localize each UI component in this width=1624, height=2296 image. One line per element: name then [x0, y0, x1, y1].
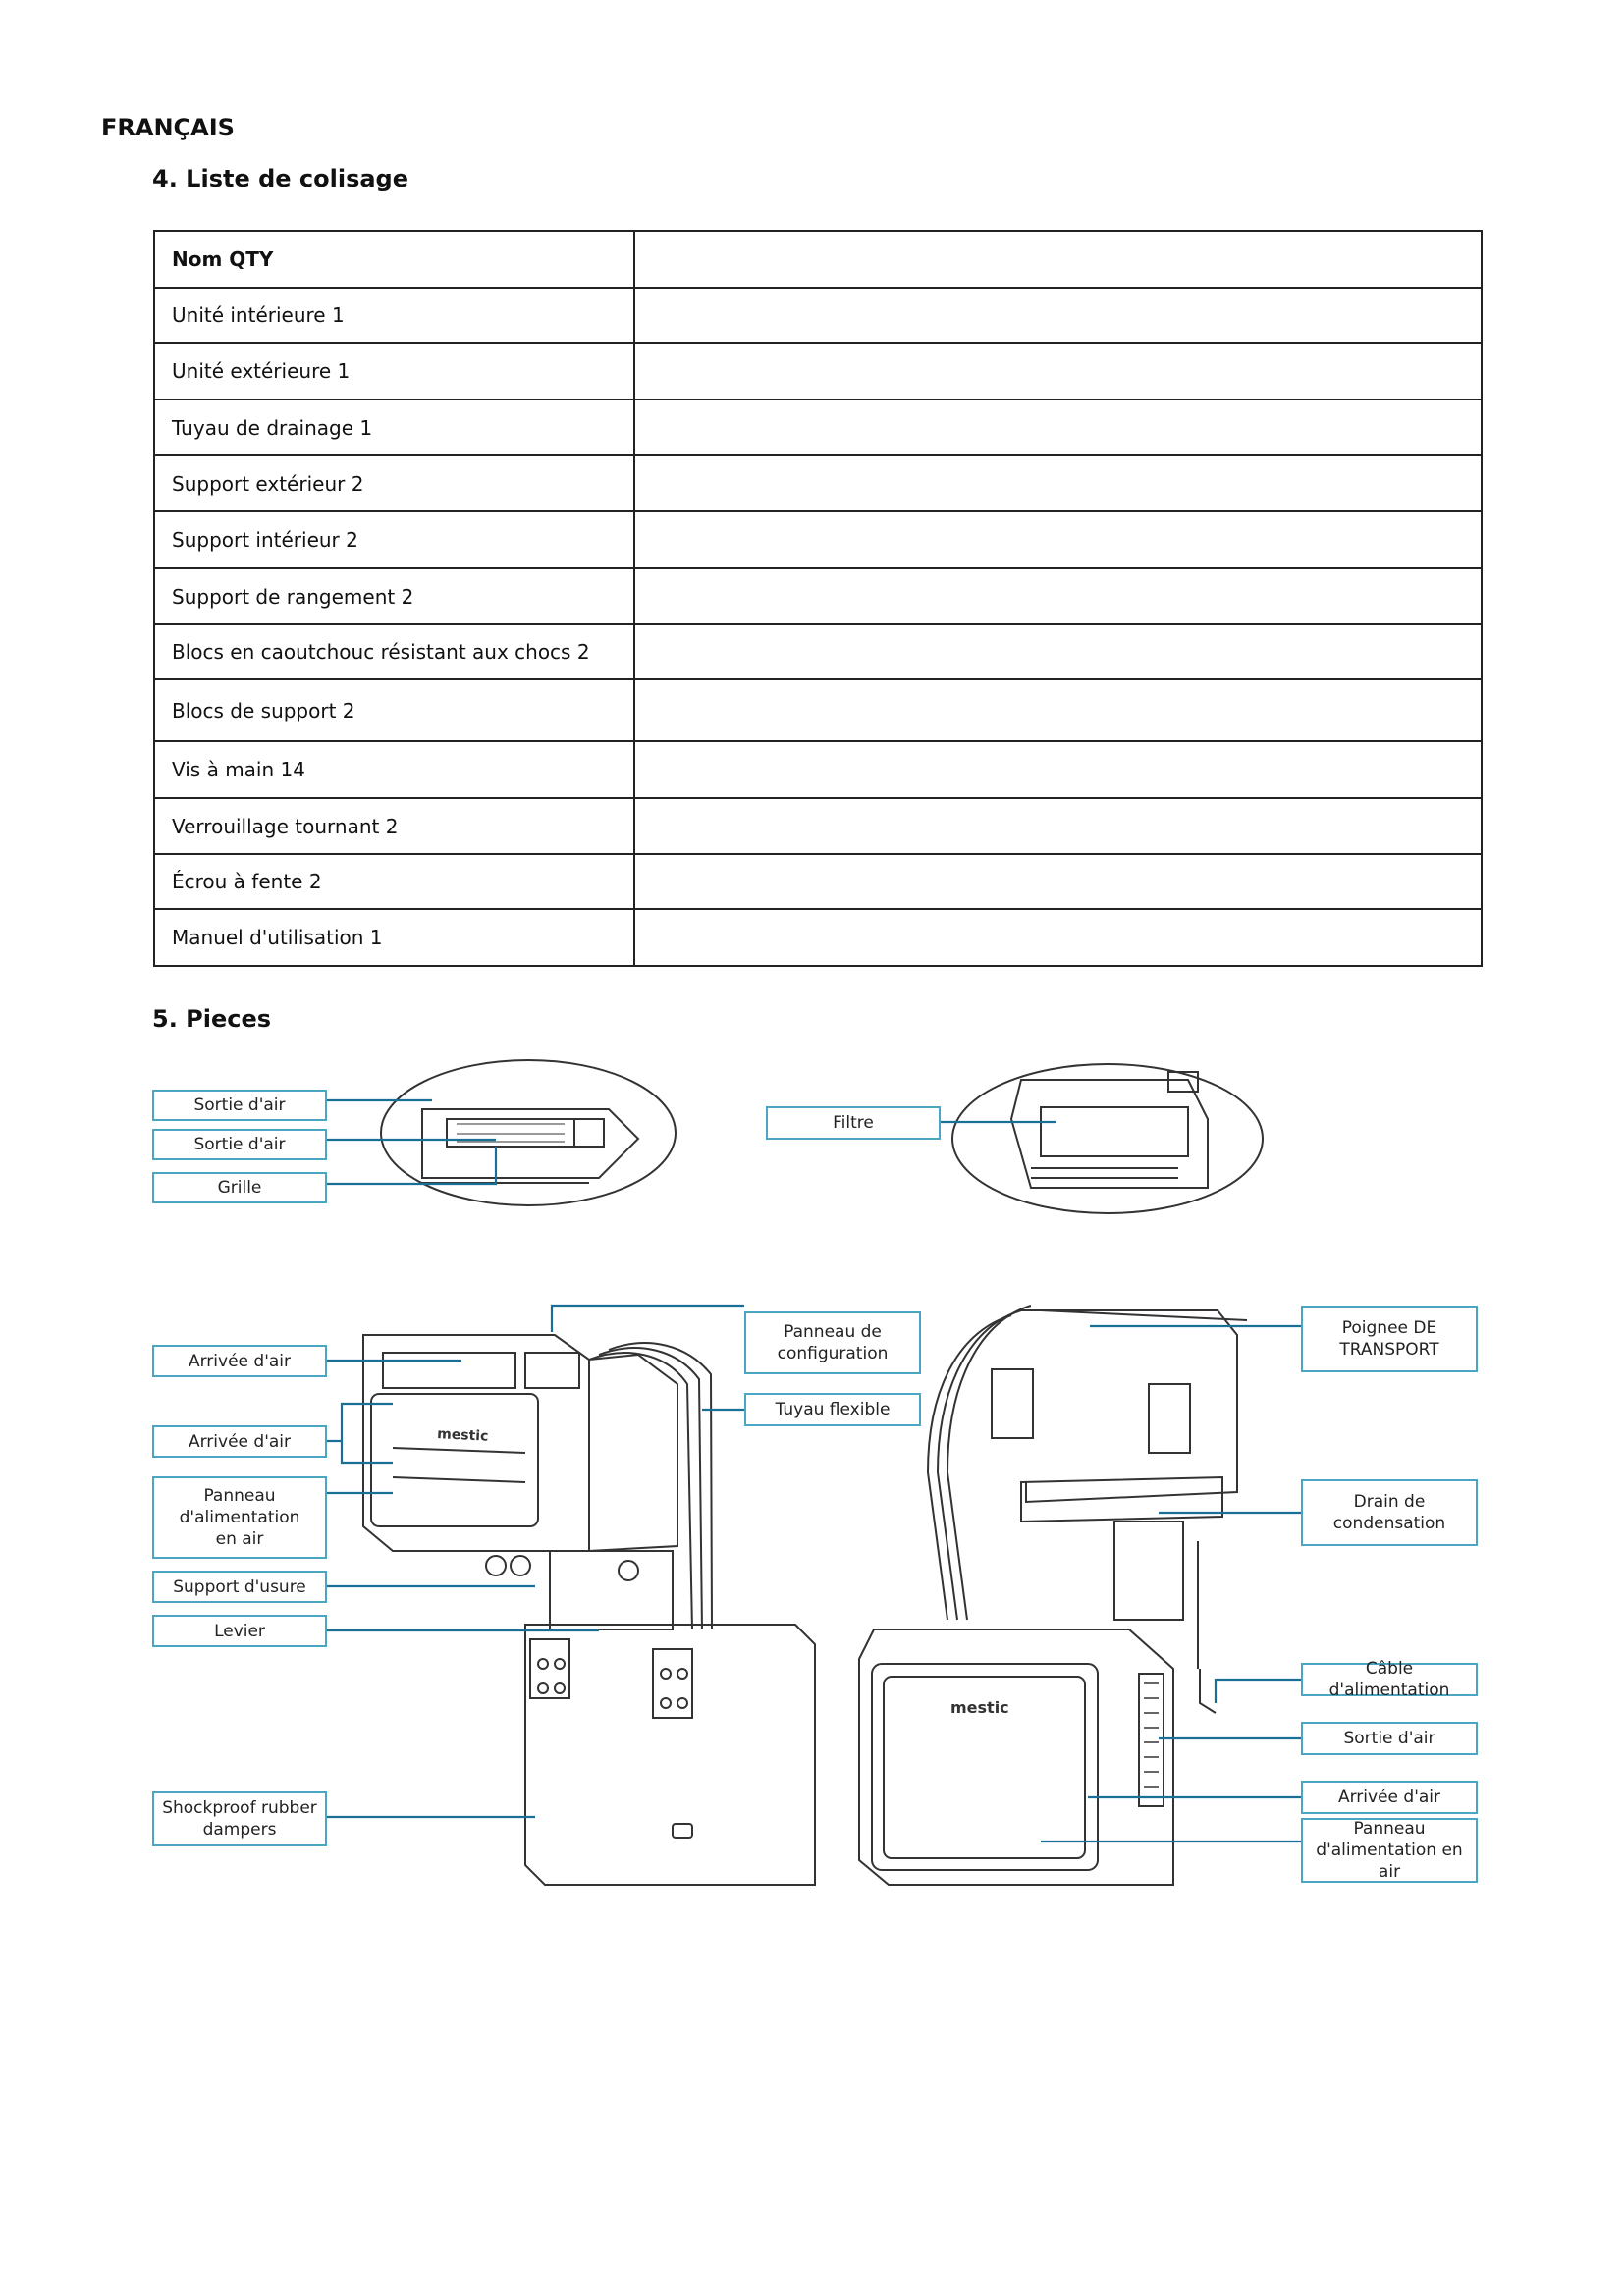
- table-cell: Support extérieur 2: [154, 455, 634, 511]
- label-arrivee-air-1: Arrivée d'air: [152, 1345, 327, 1377]
- label-grille: Grille: [152, 1172, 327, 1203]
- table-cell: Verrouillage tournant 2: [154, 798, 634, 854]
- brand-logo-right: mestic: [950, 1698, 1009, 1717]
- table-cell: Blocs de support 2: [154, 679, 634, 741]
- table-cell: Blocs en caoutchouc résistant aux chocs 2: [154, 624, 634, 679]
- table-cell: Manuel d'utilisation 1: [154, 909, 634, 966]
- label-shockproof-dampers: Shockproof rubber dampers: [152, 1791, 327, 1846]
- language-heading: FRANÇAIS: [101, 114, 235, 141]
- label-support-usure: Support d'usure: [152, 1571, 327, 1603]
- label-tuyau-flexible: Tuyau flexible: [744, 1393, 921, 1426]
- label-panneau-alimentation-right: Panneau d'alimentation en air: [1301, 1818, 1478, 1883]
- outdoor-unit-outline-right: [859, 1629, 1173, 1885]
- label-filtre: Filtre: [766, 1106, 941, 1140]
- table-cell: Support intérieur 2: [154, 511, 634, 568]
- brand-logo-left: mestic: [436, 1426, 489, 1445]
- table-header-cell: Nom QTY: [154, 231, 634, 288]
- back-unit-outline: [1021, 1310, 1237, 1502]
- table-cell: Vis à main 14: [154, 741, 634, 798]
- label-levier: Levier: [152, 1615, 327, 1647]
- table-cell: Support de rangement 2: [154, 568, 634, 624]
- label-poignee-transport: Poignee DE TRANSPORT: [1301, 1306, 1478, 1372]
- table-cell: Unité extérieure 1: [154, 343, 634, 400]
- section-title-packing-list: 4. Liste de colisage: [152, 165, 408, 192]
- label-drain-condensation: Drain de condensation: [1301, 1479, 1478, 1546]
- table-cell: Unité intérieure 1: [154, 288, 634, 343]
- label-panneau-alimentation: Panneau d'alimentation en air: [152, 1476, 327, 1559]
- label-sortie-air-right: Sortie d'air: [1301, 1722, 1478, 1755]
- label-sortie-air-2: Sortie d'air: [152, 1129, 327, 1160]
- detail-oval-filter: [952, 1064, 1263, 1213]
- label-sortie-air-1: Sortie d'air: [152, 1090, 327, 1121]
- label-arrivee-air-2: Arrivée d'air: [152, 1425, 327, 1458]
- table-cell: Tuyau de drainage 1: [154, 400, 634, 455]
- label-cable-alimentation: Câble d'alimentation: [1301, 1663, 1478, 1696]
- table-cell: Écrou à fente 2: [154, 854, 634, 909]
- label-arrivee-air-right: Arrivée d'air: [1301, 1781, 1478, 1814]
- label-panneau-configuration: Panneau de configuration: [744, 1311, 921, 1374]
- section-title-parts: 5. Pieces: [152, 1005, 272, 1033]
